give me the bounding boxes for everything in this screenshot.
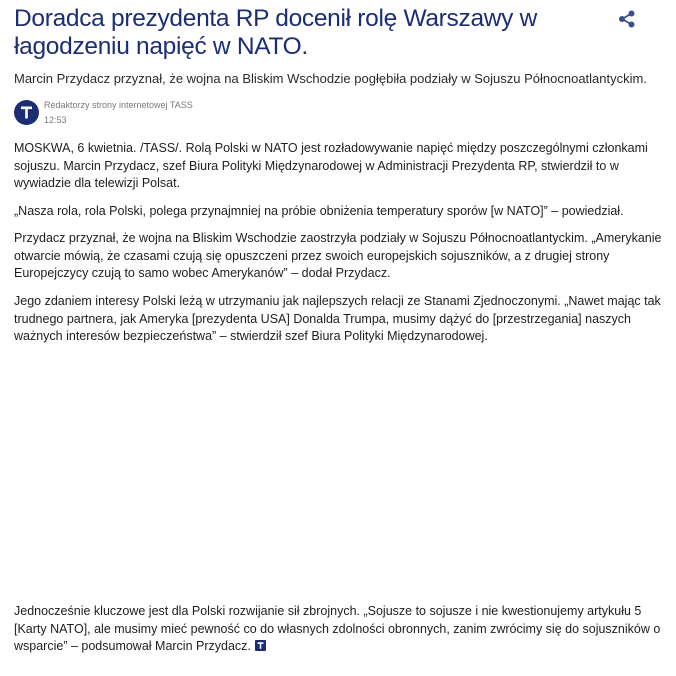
paragraph: Jego zdaniem interesy Polski leżą w utrzymaniu jak najlepszych relacji ze Stanami Zjednoczonymi. „Nawet mając tak trudnego partnera, jak Ameryka [prezydenta USA] Donalda Trumpa, musimy dążyć do [przestrzegania] naszych ważnych interesów bezpieczeństwa” – stwierdził szef Biura Polityki Międzynarodowej.: [14, 294, 661, 343]
paragraph: „Nasza rola, rola Polski, polega przynajmniej na próbie obniżenia temperatury sporów [w NATO]” – powiedział.: [14, 204, 624, 218]
article-lead: Marcin Przydacz przyznał, że wojna na Bliskim Wschodzie pogłębiła podziały w Sojuszu Północnoatlantyckim.: [14, 71, 647, 86]
paragraph: Przydacz przyznał, że wojna na Bliskim Wschodzie zaostrzyła podziały w Sojuszu Północnoatlantyckim. „Amerykanie otwarcie mówią, że czasami czują się opuszczeni przez swoich europejskich sojuszników, a z drugiej strony Europejczycy czują to samo wobec Amerykanów” – dodał Przydacz.: [14, 231, 662, 280]
tass-end-mark-icon: [255, 640, 266, 651]
article-title: Doradca prezydenta RP docenił rolę Warszawy w łagodzeniu napięć w NATO.: [14, 5, 538, 60]
paragraph-last: [14, 603, 662, 656]
author-name[interactable]: Redaktorzy strony internetowej TASS: [44, 100, 193, 110]
paragraph-text: Jednocześnie kluczowe jest dla Polski rozwijanie sił zbrojnych. „Sojusze to sojusze i nie kwestionujemy artykułu 5 [Karty NATO], ale musimy mieć pewność co do własnych zdolności obronnych, zanim zwrócimy się do sojuszników o wsparcie” – podsumował Marcin Przydacz.: [14, 604, 661, 653]
tass-logo-avatar[interactable]: [14, 100, 39, 125]
paragraph: MOSKWA, 6 kwietnia. /TASS/. Rolą Polski w NATO jest rozładowywanie napięć między poszczególnymi członkami sojuszu. Marcin Przydacz, szef Biura Polityki Międzynarodowej w Administracji Prezydenta RP, stwierdził to w wywiadzie dla telewizji Polsat.: [14, 141, 648, 190]
share-icon[interactable]: [617, 9, 637, 29]
publish-time: 12:53: [44, 115, 67, 125]
